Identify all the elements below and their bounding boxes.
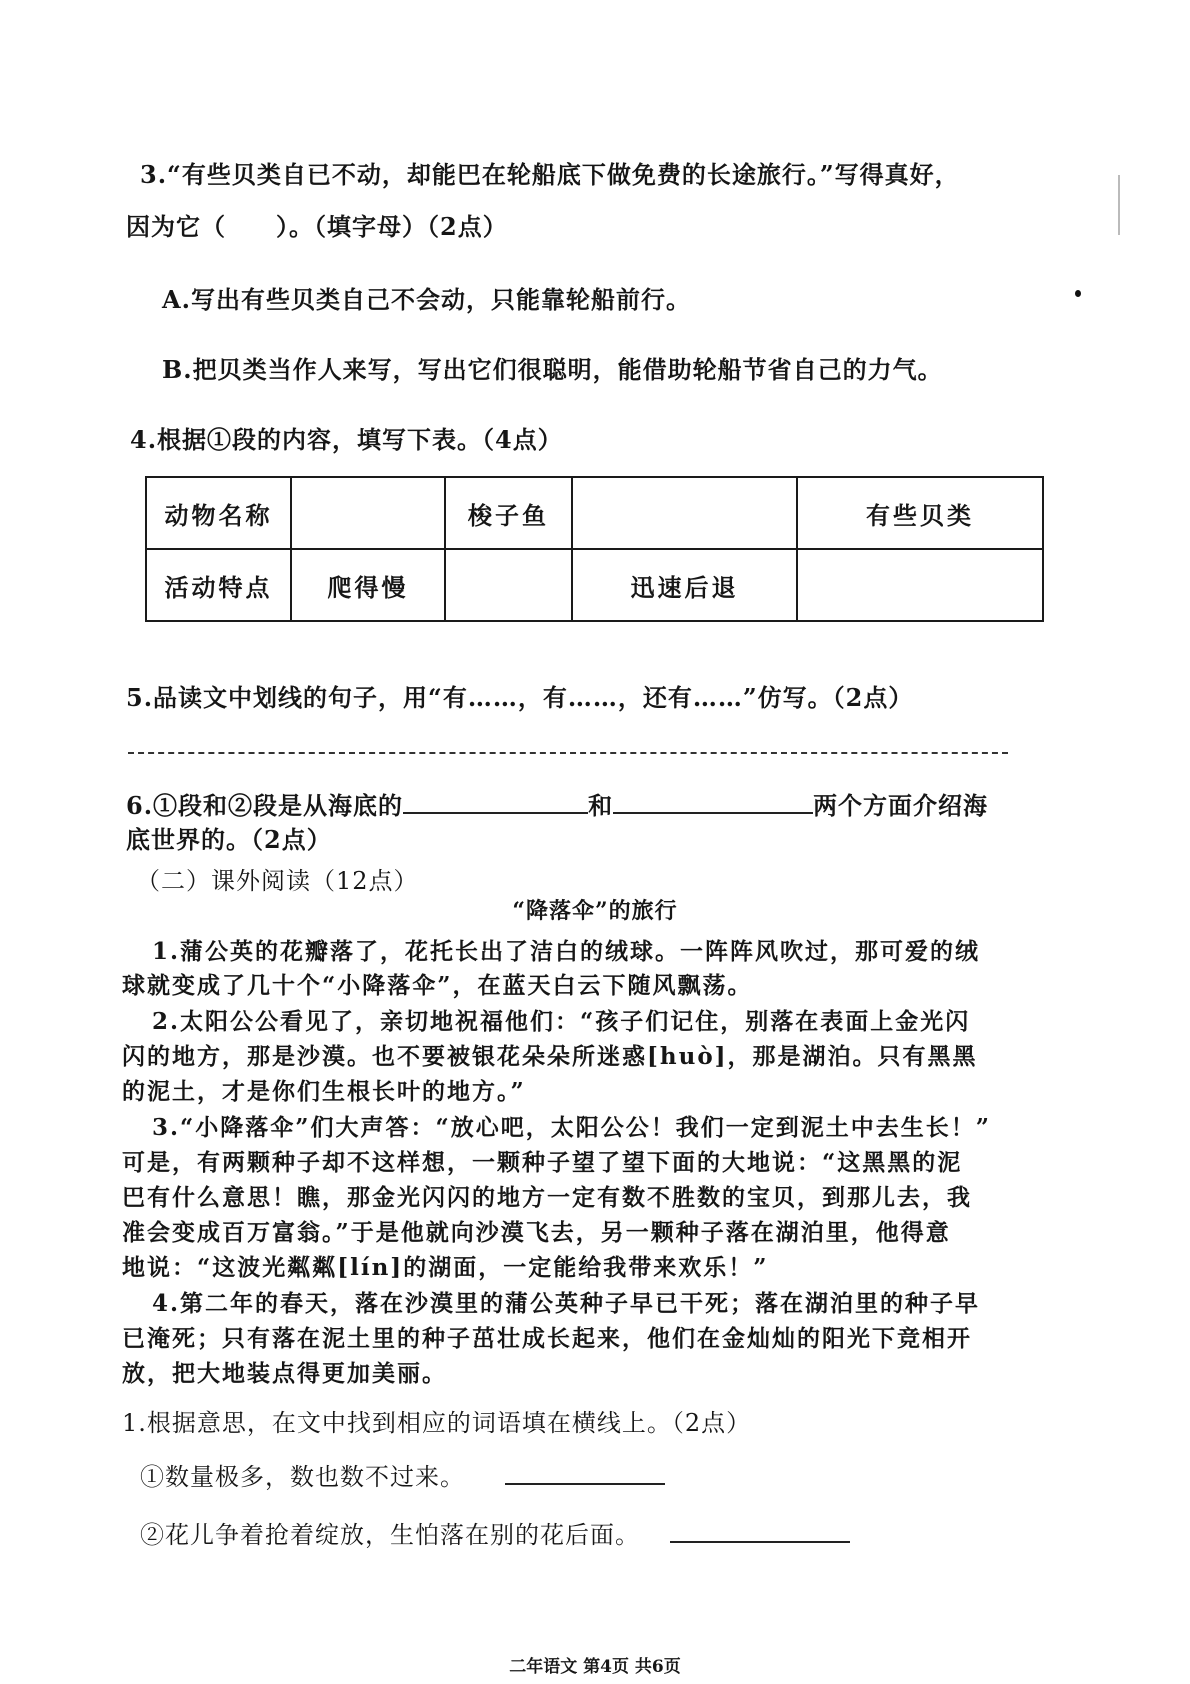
table-cell: 有些贝类 [797, 477, 1043, 549]
table-cell: 爬得慢 [291, 549, 445, 621]
passage-line: 3.“小降落伞”们大声答：“放心吧，太阳公公！我们一定到泥土中去生长！” [152, 1114, 991, 1141]
table-cell[interactable] [572, 477, 797, 549]
q3-stem-line2: 因为它（ ）。（填字母）（2点） [126, 212, 508, 241]
passage-title: “降落伞”的旅行 [512, 898, 678, 924]
scan-edge-mark [1118, 175, 1120, 235]
table-row [146, 477, 1043, 549]
section2-heading: （二）课外阅读（12点） [136, 867, 419, 895]
qa-prompt: 1.根据意思，在文中找到相应的词语填在横线上。（2点） [122, 1409, 752, 1437]
q6-blank-1[interactable] [403, 811, 588, 814]
q6-line2: 底世界的。（2点） [126, 825, 332, 854]
page-footer: 二年语文 第4页 共6页 [509, 1657, 681, 1677]
qa-item2-text: ②花儿争着抢着绽放，生怕落在别的花后面。 [140, 1521, 640, 1549]
table-cell: 活动特点 [146, 549, 291, 621]
passage-line: 1.蒲公英的花瓣落了，花托长出了洁白的绒球。一阵阵风吹过，那可爱的绒 [152, 938, 981, 965]
passage-line: 可是，有两颗种子却不这样想，一颗种子望了望下面的大地说：“这黑黑的泥 [122, 1149, 963, 1176]
q3-option-b: B.把贝类当作人来写，写出它们很聪明，能借助轮船节省自己的力气。 [162, 355, 943, 384]
table-cell[interactable] [797, 549, 1043, 621]
table-cell[interactable] [291, 477, 445, 549]
passage-line: 放，把大地装点得更加美丽。 [122, 1360, 447, 1387]
qa-item2 [140, 1515, 850, 1550]
table-cell: 迅速后退 [572, 549, 797, 621]
qa-item1 [140, 1457, 665, 1492]
qa-item1-blank[interactable] [505, 1482, 665, 1485]
passage-line: 地说：“这波光粼粼[lín]的湖面，一定能给我带来欢乐！” [122, 1254, 769, 1281]
qa-item1-text: ①数量极多，数也数不过来。 [140, 1463, 465, 1491]
passage-line: 已淹死；只有落在泥土里的种子茁壮成长起来，他们在金灿灿的阳光下竞相开 [122, 1325, 972, 1352]
q5-prompt: 5.品读文中划线的句子，用“有……，有……，还有……”仿写。（2点） [126, 683, 914, 712]
q3-stem-line1: 3.“有些贝类自已不动，却能巴在轮船底下做免费的长途旅行。”写得真好， [140, 160, 960, 189]
passage-line: 的泥土，才是你们生根长叶的地方。” [122, 1078, 526, 1105]
table-cell[interactable] [445, 549, 572, 621]
q6-blank-2[interactable] [613, 811, 813, 814]
table-cell: 动物名称 [146, 477, 291, 549]
qa-item2-blank[interactable] [670, 1540, 850, 1543]
passage-line: 准会变成百万富翁。”于是他就向沙漠飞去，另一颗种子落在湖泊里，他得意 [122, 1219, 951, 1246]
q6-part1: 6.①段和②段是从海底的 [126, 791, 404, 820]
passage-line: 球就变成了几十个“小降落伞”，在蓝天白云下随风飘荡。 [122, 972, 753, 999]
passage-line: 巴有什么意思！瞧，那金光闪闪的地方一定有数不胜数的宝贝，到那儿去，我 [122, 1184, 972, 1211]
q6-part2: 和 [588, 791, 614, 820]
table-cell: 梭子鱼 [445, 477, 572, 549]
q5-answer-line[interactable] [128, 752, 1008, 754]
scan-speck [1075, 290, 1081, 297]
passage-line: 闪的地方，那是沙漠。也不要被银花朵朵所迷惑[huò]，那是湖泊。只有黑黑 [122, 1043, 978, 1070]
q6-part3: 两个方面介绍海 [813, 791, 989, 820]
table-row [146, 549, 1043, 621]
passage-line: 4.第二年的春天，落在沙漠里的蒲公英种子早已干死；落在湖泊里的种子早 [152, 1290, 981, 1317]
q6-line1 [126, 786, 988, 821]
q4-prompt: 4.根据①段的内容，填写下表。（4点） [130, 425, 563, 454]
passage-line: 2.太阳公公看见了，亲切地祝福他们：“孩子们记住，别落在表面上金光闪 [152, 1008, 971, 1035]
animal-activity-table [145, 476, 1044, 622]
q3-option-a: A.写出有些贝类自己不会动，只能靠轮船前行。 [162, 285, 691, 314]
